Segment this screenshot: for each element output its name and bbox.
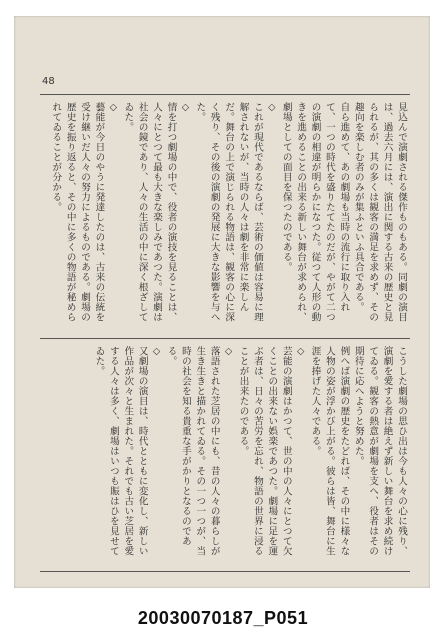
text-paragraph: 藝能が今日のやうに発達したのは、古来の伝統を受け継いだ人々の努力によるものである。劇場の歴史を振り返ると、その中に多くの物語が秘められてゐることが分かる。 (50, 102, 105, 322)
section-divider-mark: ◇ (223, 346, 235, 358)
lower-text-column (40, 346, 408, 564)
image-caption-id: 20030070187_P051 (137, 608, 309, 628)
text-paragraph: こうした劇場の思ひ出は今も人々の心に残り、演劇を愛する者は絶えず新しい舞台を求め続けてゐる。観客の熱意が劇場を支へ、役者はその期待に応へようと努めた。 (352, 346, 407, 556)
text-paragraph: これが現代であるならば、芸術の価値は容易に理解されないが、当時の人々は劇を非常に楽しんだ。舞台の上で演じられる物語は、観客の心に深く残り、その後の演劇の発展に大きな影響を与へた。 (194, 102, 263, 322)
text-paragraph: 芸能の演劇はかつて、世の中の人々にとつて欠くことの出来ない娯楽であつた。劇場に足を運ぶ者は、日々の苦労を忘れ、物語の世界に浸ることが出来たのである。 (237, 346, 292, 556)
bottom-rule (40, 571, 410, 572)
text-paragraph: 落語された芝居の中にも、昔の人々の暮らしが生き生きと描かれてゐる。その一つ一つが、当時の社会を知る貴重な手がかりとなるのである。 (165, 346, 220, 556)
text-paragraph: 見込んで演劇される傑作ものもある。同劇の演目は、過去六月には、演出に関する古来の歴史と見られるが、其の多くは観客の満足を求めず、その趣向を楽しむ者のみが集ふといふ具合である。 (352, 102, 407, 322)
upper-text-column (40, 102, 408, 330)
page-number: 48 (42, 76, 55, 87)
text-paragraph: 自ら進めて、あの劇場も当時の流行に取り入れて、一つの時代を盛りたてたのだが、やがて二つの演劇の相違が明らかになつた。従つて人形の動きを進めることの出来る新しい舞台が求められ、劇場としての面目を保つたのである。 (280, 102, 350, 322)
text-paragraph: 又劇場の演目は、時代とともに変化し、新しい作品が次々と生まれた。それでも古い芝居を愛する人々は多く、劇場はいつも賑はひを見せてゐた。 (93, 346, 148, 556)
section-divider-mark: ◇ (266, 102, 278, 114)
section-divider-mark: ◇ (179, 102, 191, 114)
text-paragraph: 例へば演劇の歴史をたどれば、その中に様々な人物の姿が浮かび上がる。彼らは皆、舞台に生涯を捧げた人々である。 (309, 346, 350, 556)
text-paragraph: 情を打つ劇場の中で、役者の演技を見ることは、人々にとつて最も大きな楽しみであつた。演劇は社会の鏡であり、人々の生活の中に深く根ざしてゐた。 (122, 102, 177, 322)
top-rule (40, 94, 410, 95)
section-divider-mark: ◇ (295, 346, 307, 358)
scanned-page (14, 16, 430, 588)
section-divider-mark: ◇ (151, 346, 163, 358)
section-divider-mark: ◇ (107, 102, 119, 114)
middle-rule (40, 338, 410, 339)
